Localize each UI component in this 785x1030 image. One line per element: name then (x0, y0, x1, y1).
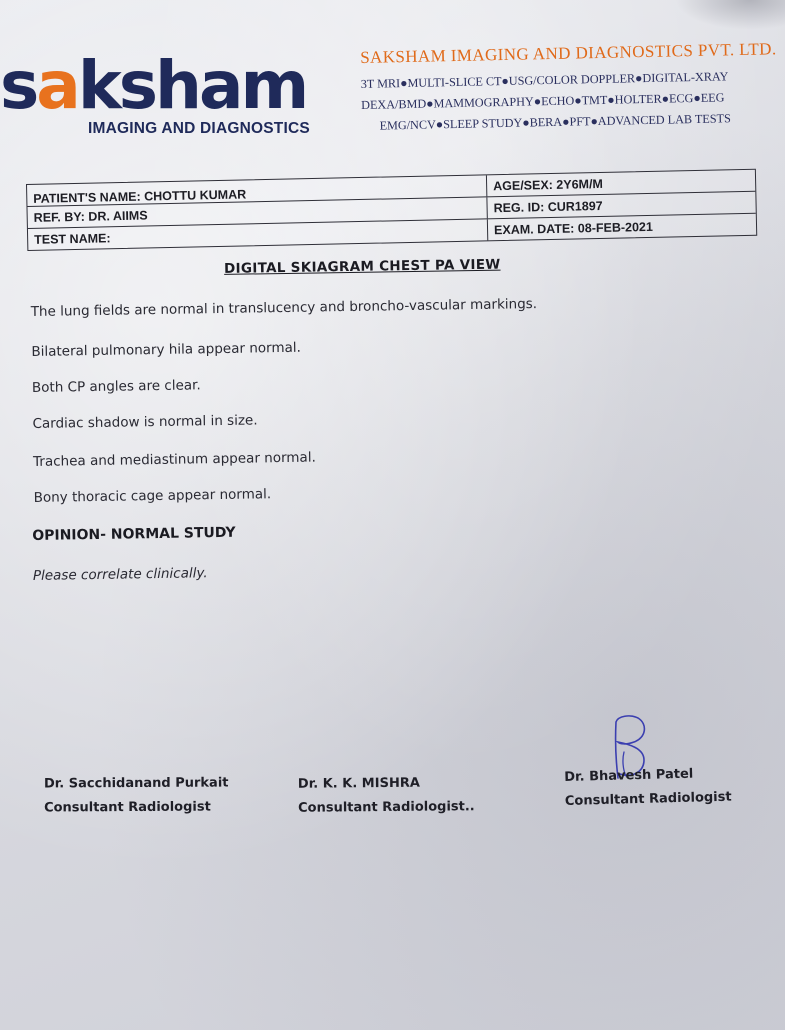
report-body (28, 253, 728, 584)
referred-by: REF. BY: DR. AIIMS (27, 197, 487, 228)
finding-line: Trachea and mediastinum appear normal. (32, 449, 316, 470)
signatory-title: Consultant Radiologist.. (298, 799, 475, 816)
finding-line: Both CP angles are clear. (31, 377, 201, 396)
finding-line: Bony thoracic cage appear normal. (33, 486, 272, 506)
company-name: SAKSHAM IMAGING AND DIAGNOSTICS PVT. LTD. (360, 39, 777, 67)
exam-date: EXAM. DATE: 08-FEB-2021 (493, 219, 654, 237)
signatory-name: Dr. Sacchidanand Purkait (43, 775, 229, 792)
opinion: OPINION- NORMAL STUDY (32, 524, 236, 544)
report-title: DIGITAL SKIAGRAM CHEST PA VIEW (223, 256, 501, 277)
signatory-2 (298, 771, 475, 821)
services-line: 3T MRI●MULTI-SLICE CT●USG/COLOR DOPPLER●DIGITAL-XRAY (360, 69, 729, 91)
signatory-1 (44, 772, 229, 821)
saksham-logo (0, 48, 330, 148)
paper-shadow (675, 0, 785, 30)
logo-subtitle: IMAGING AND DIAGNOSTICS (88, 120, 310, 137)
signatory-name: Dr. Bhavesh Patel (564, 766, 694, 785)
signatory-name: Dr. K. K. MISHRA (297, 775, 420, 792)
signatory-title: Consultant Radiologist (564, 789, 732, 809)
finding-line: Cardiac shadow is normal in size. (32, 412, 258, 432)
services-line: EMG/NCV●SLEEP STUDY●BERA●PFT●ADVANCED LAB TESTS (379, 111, 731, 133)
patient-info-table (26, 169, 757, 251)
clinical-note: Please correlate clinically. (32, 565, 208, 584)
registration-id: REG. ID: CUR1897 (493, 198, 603, 215)
services-line: DEXA/BMD●MAMMOGRAPHY●ECHO●TMT●HOLTER●ECG●EEG (361, 90, 725, 112)
signatory-3 (564, 762, 732, 814)
signatory-title: Consultant Radiologist (44, 799, 211, 816)
age-sex: AGE/SEX: 2Y6M/M (492, 176, 604, 193)
company-header (360, 39, 782, 137)
patient-name: PATIENT'S NAME: CHOTTU KUMAR (27, 175, 487, 206)
services-list (361, 65, 782, 137)
finding-line: The lung fields are normal in translucency and broncho-vascular markings. (30, 296, 538, 320)
test-name: TEST NAME: (28, 219, 488, 250)
finding-line: Bilateral pulmonary hila appear normal. (31, 339, 301, 360)
logo-wordmark: saksham (0, 47, 307, 124)
